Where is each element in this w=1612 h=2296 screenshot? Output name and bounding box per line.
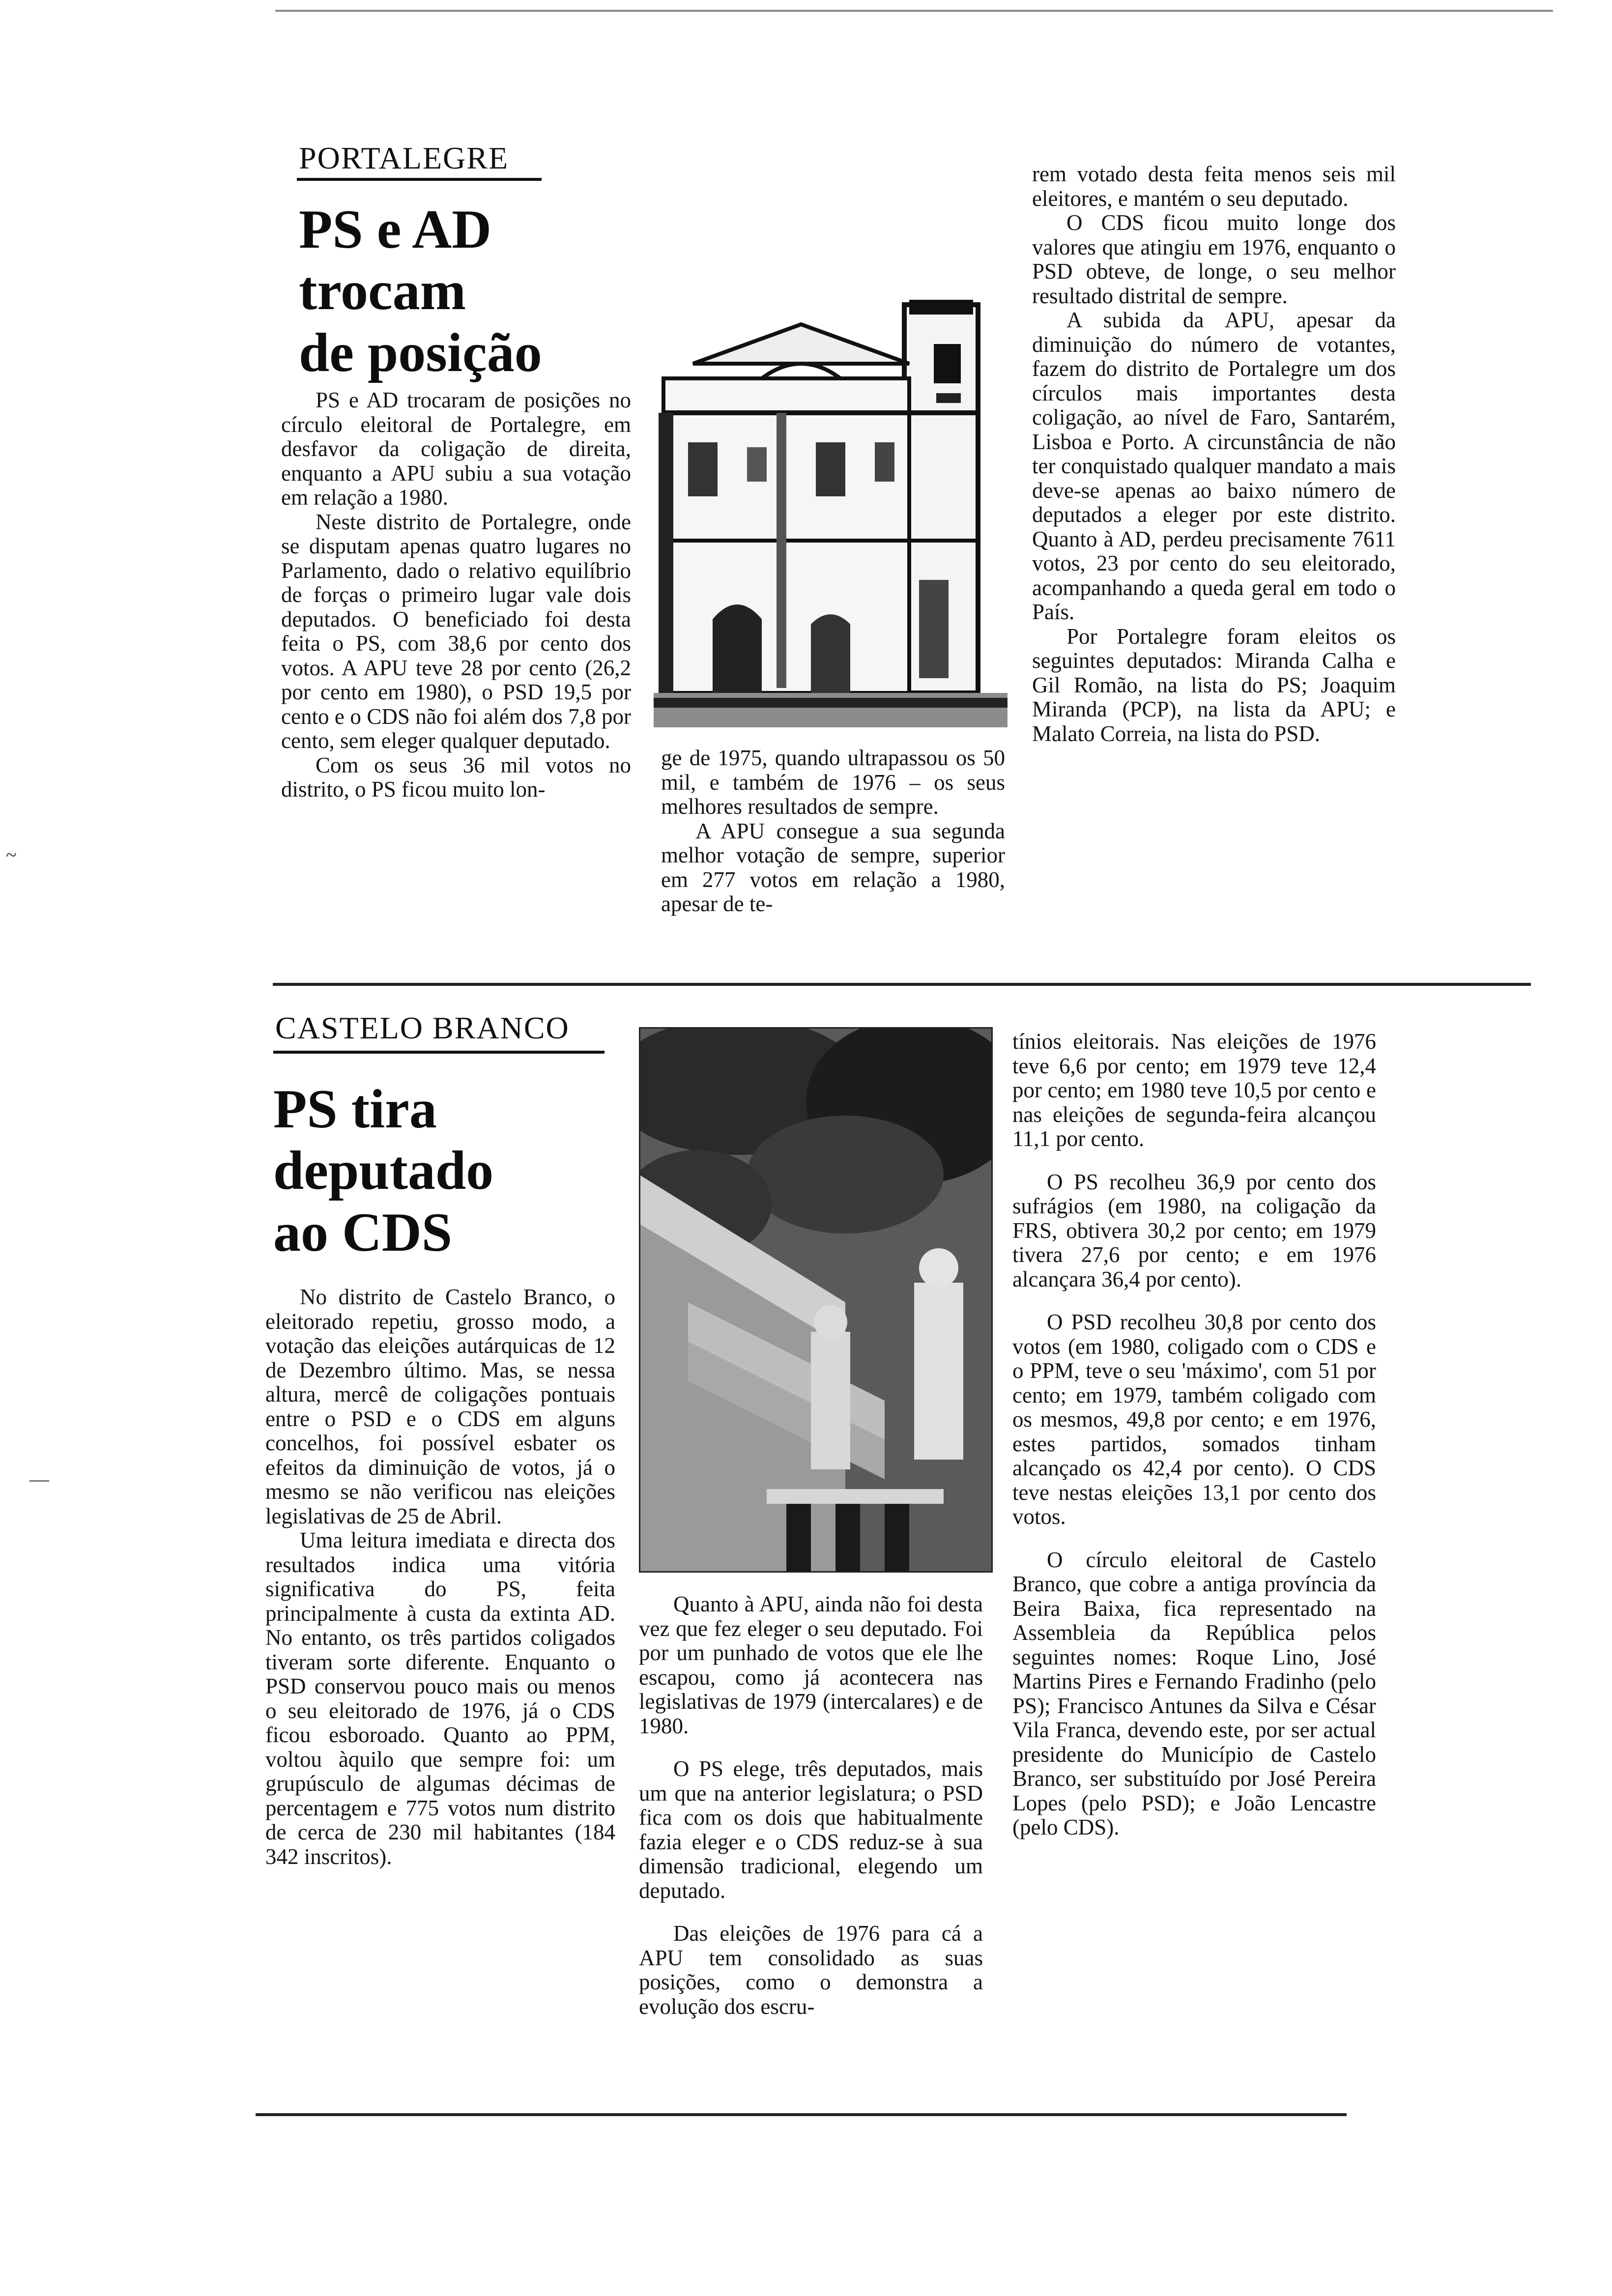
headline-line: PS tira (273, 1079, 437, 1140)
paragraph: No distrito de Castelo Branco, o eleitorado repetiu, grosso modo, a votação das eleições autárquicas de 12 de Dezembro último. Mas, se nessa altura, mercê de coligações pontuais entre o PSD e o CDS em alguns concelhos, foi possível esbater os efeitos da diminuição de votos, já o mesmo se não verificou nas eleições legislativas de 25 de Abril. (265, 1285, 615, 1528)
paragraph: rem votado desta feita menos seis mil eleitores, e mantém o seu deputado. (1032, 162, 1396, 211)
church-photo (654, 265, 1008, 727)
paragraph: PS e AD trocaram de posições no círculo eleitoral de Portalegre, em desfavor da coligação de direita, enquanto a APU subiu a sua votação em relação a 1980. (281, 388, 631, 510)
paragraph: A APU consegue a sua segunda melhor votação de sempre, superior em 277 votos em relação a 1980, apesar de te- (661, 818, 1005, 916)
headline-line: de posição (299, 322, 542, 383)
section-label-castelo-branco: CASTELO BRANCO (275, 1010, 570, 1045)
paragraph: A subida da APU, apesar da diminuição do número de votantes, fazem do distrito de Portalegre um dos círculos mais importantes desta coligação, ao nível de Faro, Santarém, Lisboa e Porto. A circunstância de não ter conquistado qualquer mandato a mais deve-se apenas ao baixo número de deputados a eleger por este distrito. Quanto à AD, perdeu precisamente 7611 votos, 23 por cento do seu eleitorado, acompanhando a queda geral em todo o País. (1032, 308, 1396, 624)
scan-mark: — (29, 1468, 49, 1490)
paragraph: O PSD recolheu 30,8 por cento dos votos (em 1980, coligado com o CDS e o PPM, teve o seu 'máximo', com 51 por cento; em 1979, também coligado com os mesmos, 49,8 por cento; e em 1976, estes partidos, somados tinham alcançado os 42,4 por cento). O CDS teve nestas eleições 13,1 por cento dos votos. (1012, 1310, 1376, 1529)
paragraph: tínios eleitorais. Nas eleições de 1976 teve 6,6 por cento; em 1979 teve 12,4 por cento; em 1980 teve 10,5 por cento e nas eleições de segunda-feira alcançou 11,1 por cento. (1012, 1029, 1376, 1151)
paragraph: Quanto à APU, ainda não foi desta vez que fez eleger o seu deputado. Foi por um punhado de votos que ele lhe escapou, como já acontecera nas legislativas de 1979 (intercalares) e de 1980. (639, 1592, 983, 1738)
article-column-portalegre-2 (661, 746, 1005, 917)
headline-line: ao CDS (273, 1202, 453, 1263)
article-column-portalegre-3 (1032, 162, 1396, 746)
article-column-castelo-branco-1 (265, 1285, 615, 1869)
paragraph: Das eleições de 1976 para cá a APU tem consolidado as suas posições, como o demonstra a evolução dos escru- (639, 1921, 983, 2019)
headline-line: trocam (299, 260, 466, 322)
article-column-castelo-branco-3 (1012, 1030, 1376, 1840)
paragraph: Com os seus 36 mil votos no distrito, o PS ficou muito lon- (281, 752, 631, 802)
headline-portalegre (299, 199, 643, 384)
headline-castelo-branco (273, 1079, 627, 1263)
paragraph: O PS elege, três deputados, mais um que na anterior legislatura; o PSD fica com os dois que habitualmente fazia eleger e o CDS reduz-se à sua dimensão tradicional, elegendo um deputado. (639, 1756, 983, 1903)
bottom-rule (256, 2113, 1347, 2116)
paragraph: O PS recolheu 36,9 por cento dos sufrágios (em 1980, na coligação da FRS, obtivera 30,2 por cento; em 1979 tivera 27,6 por cento; e em 1976 alcançara 36,4 por cento). (1012, 1169, 1376, 1292)
section-underline-castelo-branco (273, 1051, 604, 1054)
article-column-portalegre-1 (281, 388, 631, 802)
paragraph: O CDS ficou muito longe dos valores que atingiu em 1976, enquanto o PSD obteve, de longe, o seu melhor resultado distrital de sempre. (1032, 210, 1396, 308)
paragraph: Uma leitura imediata e directa dos resultados indica uma vitória significativa do PS, feita principalmente à custa da extinta AD. No entanto, os três partidos coligados tiveram sorte diferente. Enquanto o PSD conservou pouco mais ou menos o seu eleitorado de 1976, já o CDS ficou esboroado. Quanto ao PPM, voltou àquilo que sempre foi: um grupúsculo de algumas décimas de percentagem e 775 votos num distrito de cerca de 230 mil habitantes (184 342 inscritos). (265, 1528, 615, 1869)
headline-line: PS e AD (299, 199, 491, 260)
top-scan-line (275, 10, 1553, 12)
section-underline-portalegre (297, 178, 542, 181)
paragraph: O círculo eleitoral de Castelo Branco, que cobre a antiga província da Beira Baixa, fica representado na Assembleia da República pelos seguintes nomes: Roque Lino, José Martins Pires e Fernando Fradinho (pelo PS); Francisco Antunes da Silva e César Vila Franca, devendo este, por ser actual presidente do Município de Castelo Branco, ser substituído por José Pereira Lopes (pelo PSD); e João Lencastre (pelo CDS). (1012, 1547, 1376, 1839)
headline-line: deputado (273, 1140, 494, 1202)
garden-statues-photo (639, 1027, 993, 1573)
section-divider (273, 983, 1531, 986)
paragraph: Neste distrito de Portalegre, onde se disputam apenas quatro lugares no Parlamento, dado o relativo equilíbrio de forças o primeiro lugar vale dois deputados. O beneficiado foi desta feita o PS, com 38,6 por cento dos votos. A APU teve 28 por cento (26,2 por cento em 1980), o PSD 19,5 por cento e o CDS não foi além dos 7,8 por cento, sem eleger qualquer deputado. (281, 509, 631, 753)
paragraph: ge de 1975, quando ultrapassou os 50 mil, e também de 1976 – os seus melhores resultados de sempre. (661, 746, 1005, 819)
article-column-castelo-branco-2 (639, 1592, 983, 2019)
section-label-portalegre: PORTALEGRE (299, 141, 509, 175)
paragraph: Por Portalegre foram eleitos os seguintes deputados: Miranda Calha e Gil Romão, na lista do PS; Joaquim Miranda (PCP), na lista da APU; e Malato Correia, na lista do PSD. (1032, 624, 1396, 746)
scan-mark: ~ (6, 844, 17, 866)
